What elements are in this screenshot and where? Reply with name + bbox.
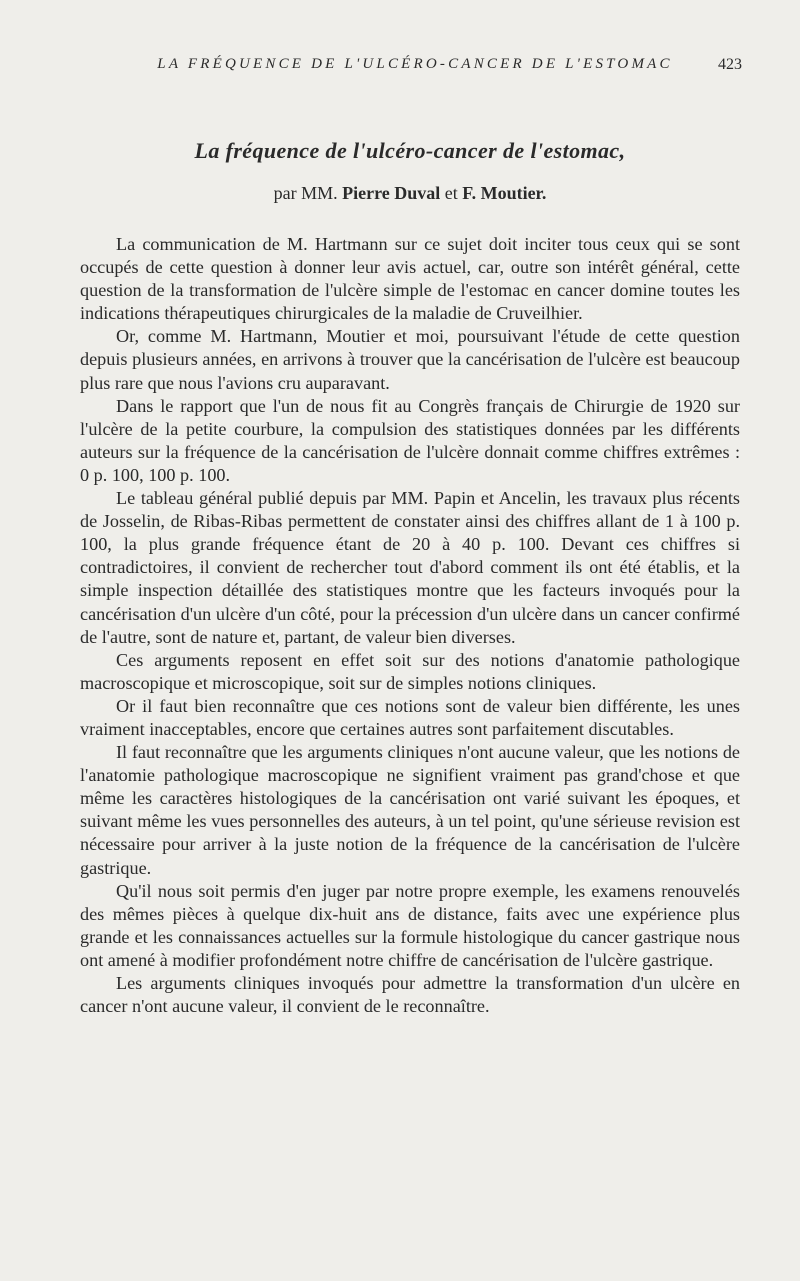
paragraph: Dans le rapport que l'un de nous fit au Congrès français de Chirurgie de 1920 sur l'ulcère de la petite courbure, la compulsion des statistiques données par les différents auteurs sur la fréquence de la cancérisation de l'ulcère donnait comme chiffres extrêmes : 0 p. 100, 100 p. 100.	[80, 395, 740, 485]
paragraph: Ces arguments reposent en effet soit sur des notions d'anatomie pathologique macroscopique et microscopique, soit sur de simples notions cliniques.	[80, 649, 740, 693]
byline-joiner: et	[444, 183, 458, 203]
paragraph: Les arguments cliniques invoqués pour admettre la transformation d'un ulcère en cancer n'ont aucune valeur, il convient de le reconnaître.	[80, 973, 740, 1017]
paragraph: Il faut reconnaître que les arguments cliniques n'ont aucune valeur, que les notions de l'anatomie pathologique macroscopique ne signifient vraiment pas grand'chose et que même les caractères histologiques de la cancérisation ont varié suivant les époques, et suivant même les vues personnelles des auteurs, à un tel point, qu'une sérieuse revision est nécessaire pour arriver à la juste notion de la fréquence de la cancérisation de l'ulcère gastrique.	[80, 742, 740, 878]
paragraph: Or il faut bien reconnaître que ces notions sont de valeur bien différente, les unes vraiment inacceptables, encore que certaines autres sont parfaitement discutables.	[80, 695, 740, 739]
page-number: 423	[718, 56, 742, 73]
paragraph: Or, comme M. Hartmann, Moutier et moi, poursuivant l'étude de cette question depuis plusieurs années, en arrivons à trouver que la cancérisation de l'ulcère est beaucoup plus rare que nous l'avions cru auparavant.	[80, 326, 740, 393]
article-body	[80, 233, 740, 1018]
running-head: LA FRÉQUENCE DE L'ULCÉRO-CANCER DE L'ESTOMAC	[157, 56, 673, 72]
paragraph: Le tableau général publié depuis par MM. Papin et Ancelin, les travaux plus récents de Josselin, de Ribas-Ribas permettent de constater ainsi des chiffres allant de 1 à 100 p. 100, la plus grande fréquence étant de 20 à 40 p. 100. Devant ces chiffres si contradictoires, il convient de rechercher tout d'abord comment ils ont été établis, et la simple inspection détaillée des statistiques montre que les facteurs invoqués pour la cancérisation d'un ulcère d'un côté, pour la précession d'un ulcère dans un cancer confirmé de l'autre, sont de nature et, partant, de valeur bien diverses.	[80, 488, 740, 647]
author-name: Pierre Duval	[342, 183, 441, 203]
byline-prefix: par MM.	[273, 183, 338, 203]
author-name: F. Moutier.	[462, 183, 547, 203]
article-title: La fréquence de l'ulcéro-cancer de l'estomac,	[194, 138, 626, 163]
paragraph: Qu'il nous soit permis d'en juger par notre propre exemple, les examens renouvelés des mêmes pièces à quelque dix-huit ans de distance, faits avec une expérience plus grande et les connaissances actuelles sur la formule histologique du cancer gastrique nous ont amené à modifier profondément notre chiffre de cancérisation de l'ulcère gastrique.	[80, 880, 740, 970]
paragraph: La communication de M. Hartmann sur ce sujet doit inciter tous ceux qui se sont occupés de cette question à donner leur avis actuel, car, outre son intérêt général, cette question de la transformation de l'ulcère simple de l'estomac en cancer domine toutes les indications thérapeutiques chirurgicales de la maladie de Cruveilhier.	[80, 234, 740, 324]
byline	[140, 183, 680, 204]
